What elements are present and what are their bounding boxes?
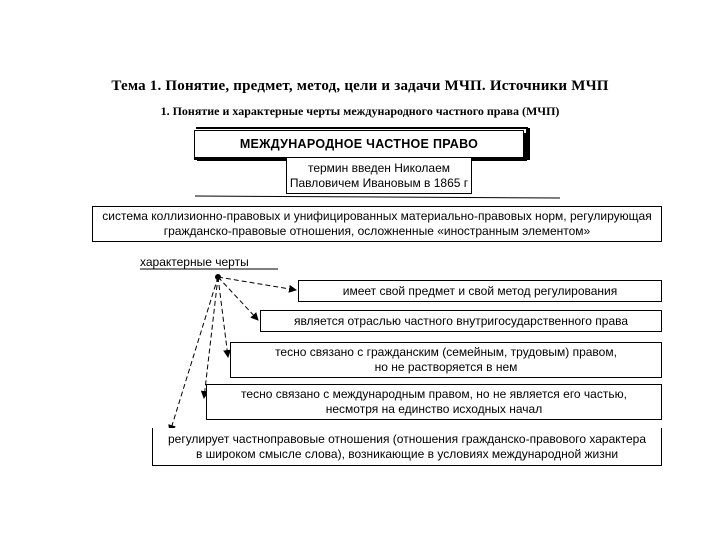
page-subtitle: 1. Понятие и характерные черты международного частного права (МЧП) xyxy=(160,104,560,118)
feature-4-line-1: тесно связано с международным правом, но не является его частью, xyxy=(241,387,627,401)
definition-line-2: гражданско-правовые отношения, осложненные «иностранным элементом» xyxy=(163,224,591,238)
term-separator-line xyxy=(195,196,560,198)
feature-2-line-1: является отраслью частного внутригосударственного права xyxy=(293,314,629,328)
feature-3-line-1: тесно связано с гражданским (семейным, трудовым) правом, xyxy=(275,345,617,359)
feature-1-line-1: имеет свой предмет и свой метод регулирования xyxy=(342,284,618,298)
feature-5-line-2: в широком смысле слова), возникающие в условиях международной жизни xyxy=(195,446,619,461)
feature-4-line-2: несмотря на единство исходных начал xyxy=(325,402,543,416)
main-term-box xyxy=(194,130,524,158)
term-origin-line-2: Павловичем Ивановым в 1865 г xyxy=(289,175,469,190)
feature-box-2 xyxy=(260,310,662,332)
feature-5-line-1: регулирует частноправовые отношения (отношения гражданско-правового характера xyxy=(167,431,647,446)
definition-line-1: система коллизионно-правовых и унифицированных материально-правовых норм, регулирующая xyxy=(102,209,652,223)
arrow-to-feature-4 xyxy=(204,277,218,398)
arrow-to-feature-2 xyxy=(218,277,258,320)
feature-box-5 xyxy=(152,428,662,466)
definition-box xyxy=(92,206,662,242)
features-label: характерные черты xyxy=(140,255,249,269)
main-term-text: МЕЖДУНАРОДНОЕ ЧАСТНОЕ ПРАВО xyxy=(239,137,479,151)
arrow-to-feature-3 xyxy=(218,277,228,357)
arrow-to-feature-1 xyxy=(218,277,296,290)
feature-3-line-2: но не растворяется в нем xyxy=(374,360,518,374)
term-origin-box xyxy=(286,158,472,194)
feature-box-4 xyxy=(206,384,662,420)
feature-box-3 xyxy=(230,342,662,378)
page-title: Тема 1. Понятие, предмет, метод, цели и задачи МЧП. Источники МЧП xyxy=(111,78,609,94)
feature-box-1 xyxy=(298,280,662,302)
term-origin-line-1: термин введен Николаем xyxy=(307,160,451,175)
